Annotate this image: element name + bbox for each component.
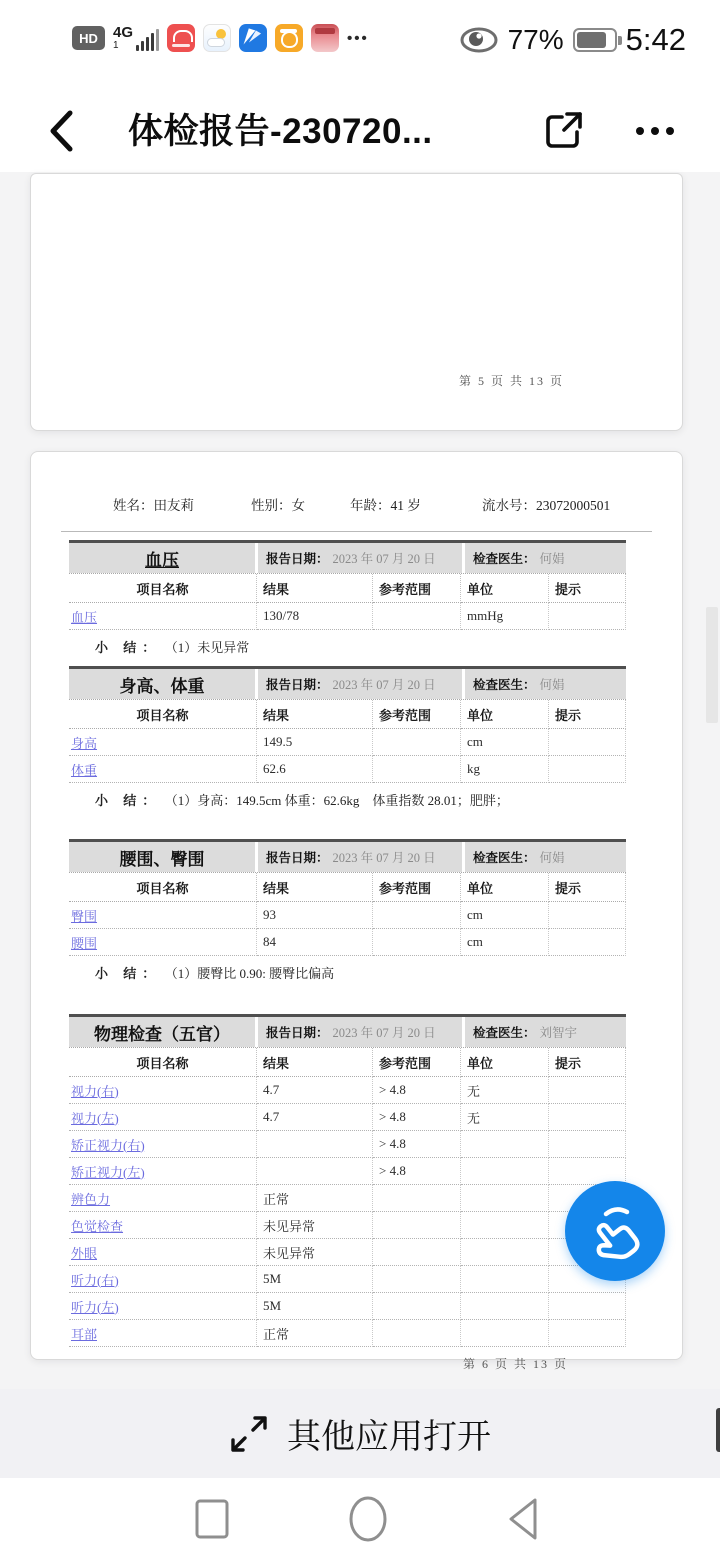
range-cell	[373, 1212, 461, 1239]
report-date-cell: 报告日期： 2023 年 07 月 20 日	[258, 842, 462, 872]
weather-icon	[203, 24, 231, 52]
column-header: 项目名称	[69, 1048, 257, 1077]
result-cell: 62.6	[257, 756, 373, 783]
more-menu-button[interactable]	[636, 108, 674, 154]
report-table	[69, 839, 626, 985]
hint-cell	[549, 929, 626, 956]
square-icon	[194, 1497, 230, 1541]
item-link[interactable]: 视力(左)	[71, 1110, 119, 1126]
result-cell: 5M	[257, 1293, 373, 1320]
clock-label: 5:42	[625, 22, 686, 57]
item-name-cell	[69, 729, 257, 756]
hint-cell	[549, 1320, 626, 1347]
page6-tables	[69, 540, 626, 1347]
item-name-cell	[69, 1212, 257, 1239]
item-name-cell	[69, 1131, 257, 1158]
column-header: 项目名称	[69, 700, 257, 729]
result-cell: 84	[257, 929, 373, 956]
column-header: 项目名称	[69, 873, 257, 902]
unit-cell	[461, 1239, 549, 1266]
item-link[interactable]: 臀围	[71, 908, 98, 924]
unit-cell: 无	[461, 1077, 549, 1104]
docs-icon	[239, 24, 267, 52]
column-header: 提示	[549, 574, 626, 603]
table-header-row	[69, 839, 626, 873]
cup-app-icon	[275, 24, 303, 52]
table-row	[69, 1320, 626, 1347]
column-header: 参考范围	[373, 873, 461, 902]
range-cell	[373, 729, 461, 756]
column-header: 结果	[257, 574, 373, 603]
range-cell	[373, 1185, 461, 1212]
result-cell: 正常	[257, 1320, 373, 1347]
back-button[interactable]	[44, 108, 78, 159]
column-header: 提示	[549, 873, 626, 902]
battery-percent-label: 77%	[507, 24, 564, 55]
table-row	[69, 1185, 626, 1212]
column-header: 项目名称	[69, 574, 257, 603]
hint-cell	[549, 902, 626, 929]
range-cell	[373, 756, 461, 783]
table-row	[69, 729, 626, 756]
range-cell: > 4.8	[373, 1104, 461, 1131]
item-link[interactable]: 听力(左)	[71, 1299, 119, 1315]
page6-footer: 第 6 页 共 13 页	[462, 1357, 568, 1371]
item-name-cell	[69, 1185, 257, 1212]
document-title: 体检报告-230720...	[128, 112, 433, 151]
status-bar-right	[459, 22, 686, 58]
notification-overflow-dots: •••	[347, 29, 369, 47]
page5-footer: 第 5 页 共 13 页	[458, 374, 564, 388]
unit-cell: cm	[461, 929, 549, 956]
range-cell: > 4.8	[373, 1158, 461, 1185]
result-cell: 未见异常	[257, 1239, 373, 1266]
item-link[interactable]: 耳部	[71, 1326, 98, 1342]
report-table	[69, 540, 626, 659]
hint-cell	[549, 1293, 626, 1320]
summary-row: 小 结： （1）身高：149.5cm 体重：62.6kg 体重指数 28.01；肥胖；	[95, 793, 509, 808]
range-cell: > 4.8	[373, 1131, 461, 1158]
column-header: 单位	[461, 873, 549, 902]
report-date-cell: 报告日期： 2023 年 07 月 20 日	[258, 669, 462, 699]
result-cell	[257, 1158, 373, 1185]
giftbox-app-icon	[311, 24, 339, 52]
column-header: 结果	[257, 873, 373, 902]
recents-button[interactable]	[167, 1478, 257, 1560]
open-with-label: 其他应用打开	[287, 1418, 491, 1456]
result-cell: 未见异常	[257, 1212, 373, 1239]
pdf-viewer	[0, 172, 720, 1389]
column-header: 提示	[549, 700, 626, 729]
column-header: 参考范围	[373, 574, 461, 603]
result-cell: 4.7	[257, 1104, 373, 1131]
report-date-cell: 报告日期： 2023 年 07 月 20 日	[258, 1017, 462, 1047]
table-header-row	[69, 540, 626, 574]
column-header-row	[69, 700, 626, 729]
table-row	[69, 929, 626, 956]
result-cell: 149.5	[257, 729, 373, 756]
result-cell: 5M	[257, 1266, 373, 1293]
table-row	[69, 756, 626, 783]
item-name-cell	[69, 929, 257, 956]
item-link[interactable]: 视力(右)	[71, 1083, 119, 1099]
table-row	[69, 1077, 626, 1104]
signal-bars-icon	[136, 29, 159, 51]
column-header: 结果	[257, 1048, 373, 1077]
unit-cell	[461, 1185, 549, 1212]
unit-cell	[461, 1320, 549, 1347]
table-row	[69, 1212, 626, 1239]
column-header: 单位	[461, 1048, 549, 1077]
hint-cell	[549, 1077, 626, 1104]
hint-cell	[549, 756, 626, 783]
column-header-row	[69, 873, 626, 902]
patient-age: 年龄：41 岁	[350, 498, 421, 513]
table-header-row	[69, 1014, 626, 1048]
table-title: 血压	[69, 543, 255, 573]
tap-hand-icon	[584, 1200, 646, 1262]
table-row	[69, 1131, 626, 1158]
doctor-cell: 检查医生： 刘智宇	[465, 1017, 626, 1047]
pdf-page-5	[30, 173, 683, 431]
item-name-cell	[69, 1239, 257, 1266]
gesture-fab-button[interactable]	[565, 1181, 665, 1281]
unit-cell	[461, 1158, 549, 1185]
result-cell	[257, 1131, 373, 1158]
item-link[interactable]: 体重	[71, 762, 98, 778]
unit-cell: cm	[461, 729, 549, 756]
side-dock-handle[interactable]	[716, 1408, 720, 1452]
item-link[interactable]: 辨色力	[71, 1191, 111, 1207]
range-cell	[373, 902, 461, 929]
network-indicator	[113, 25, 159, 51]
doctor-cell: 检查医生： 何娟	[465, 842, 626, 872]
result-cell: 130/78	[257, 603, 373, 630]
range-cell	[373, 1239, 461, 1266]
item-name-cell	[69, 1158, 257, 1185]
doctor-cell: 检查医生： 何娟	[465, 669, 626, 699]
battery-icon	[573, 28, 617, 52]
android-back-button[interactable]	[479, 1478, 569, 1560]
report-date-cell: 报告日期： 2023 年 07 月 20 日	[258, 543, 462, 573]
unit-cell	[461, 1293, 549, 1320]
app-nav-bar	[0, 90, 720, 172]
doctor-cell: 检查医生： 何娟	[465, 543, 626, 573]
item-link[interactable]: 血压	[71, 609, 98, 625]
item-link[interactable]: 身高	[71, 735, 98, 751]
viewer-scrollbar[interactable]	[706, 607, 718, 723]
table-row	[69, 902, 626, 929]
column-header: 单位	[461, 700, 549, 729]
hint-cell	[549, 1131, 626, 1158]
hint-cell	[549, 1104, 626, 1131]
range-cell	[373, 603, 461, 630]
hd-badge: HD	[72, 26, 105, 50]
range-cell	[373, 1266, 461, 1293]
patient-gender: 性别：女	[251, 498, 305, 513]
item-name-cell	[69, 756, 257, 783]
range-cell	[373, 929, 461, 956]
table-title: 腰围、臀围	[69, 842, 255, 872]
unit-cell: cm	[461, 902, 549, 929]
share-button[interactable]	[540, 108, 586, 159]
table-header-row	[69, 666, 626, 700]
item-name-cell	[69, 1293, 257, 1320]
unit-cell	[461, 1212, 549, 1239]
triangle-icon	[502, 1495, 546, 1543]
item-name-cell	[69, 603, 257, 630]
eye-comfort-icon	[459, 26, 499, 54]
unit-cell: 无	[461, 1104, 549, 1131]
column-header: 参考范围	[373, 1048, 461, 1077]
patient-serial: 流水号：23072000501	[482, 498, 611, 513]
range-cell	[373, 1320, 461, 1347]
open-with-bar[interactable]	[0, 1389, 720, 1478]
sim-index-label: 1	[113, 40, 120, 51]
status-bar-left	[72, 24, 369, 52]
network-type-label: 4G	[113, 24, 134, 41]
table-row	[69, 1239, 626, 1266]
circle-icon	[346, 1493, 390, 1545]
open-external-icon	[540, 108, 586, 154]
table-row	[69, 1158, 626, 1185]
result-cell: 4.7	[257, 1077, 373, 1104]
report-table	[69, 666, 626, 812]
item-link[interactable]: 外眼	[71, 1245, 98, 1261]
patient-header	[61, 488, 652, 532]
unit-cell: mmHg	[461, 603, 549, 630]
table-row	[69, 1104, 626, 1131]
table-row	[69, 1266, 626, 1293]
item-name-cell	[69, 1266, 257, 1293]
item-link[interactable]: 矫正视力(左)	[71, 1164, 145, 1180]
expand-diagonal-icon	[229, 1414, 269, 1454]
column-header: 单位	[461, 574, 549, 603]
summary-row: 小 结： （1）腰臀比 0.90: 腰臀比偏高	[95, 966, 335, 981]
column-header-row	[69, 574, 626, 603]
appgallery-icon	[167, 24, 195, 52]
chevron-left-icon	[44, 108, 78, 154]
item-link[interactable]: 色觉检查	[71, 1218, 124, 1234]
report-table	[69, 1014, 626, 1347]
item-name-cell	[69, 902, 257, 929]
range-cell	[373, 1293, 461, 1320]
item-name-cell	[69, 1104, 257, 1131]
item-link[interactable]: 听力(右)	[71, 1272, 119, 1288]
result-cell: 93	[257, 902, 373, 929]
range-cell: > 4.8	[373, 1077, 461, 1104]
item-link[interactable]: 腰围	[71, 935, 98, 951]
result-cell: 正常	[257, 1185, 373, 1212]
status-bar	[0, 0, 720, 90]
column-header: 提示	[549, 1048, 626, 1077]
patient-name: 姓名：田友莉	[113, 498, 194, 513]
hint-cell	[549, 729, 626, 756]
table-title: 物理检查（五官）	[69, 1017, 255, 1047]
item-name-cell	[69, 1077, 257, 1104]
column-header: 参考范围	[373, 700, 461, 729]
table-row	[69, 603, 626, 630]
table-row	[69, 1293, 626, 1320]
table-title: 身高、体重	[69, 669, 255, 699]
column-header-row	[69, 1048, 626, 1077]
summary-row: 小 结： （1）未见异常	[95, 640, 250, 655]
item-link[interactable]: 矫正视力(右)	[71, 1137, 145, 1153]
android-nav-bar	[0, 1478, 720, 1560]
unit-cell	[461, 1131, 549, 1158]
unit-cell	[461, 1266, 549, 1293]
item-name-cell	[69, 1320, 257, 1347]
unit-cell: kg	[461, 756, 549, 783]
home-button[interactable]	[323, 1478, 413, 1560]
hint-cell	[549, 603, 626, 630]
column-header: 结果	[257, 700, 373, 729]
